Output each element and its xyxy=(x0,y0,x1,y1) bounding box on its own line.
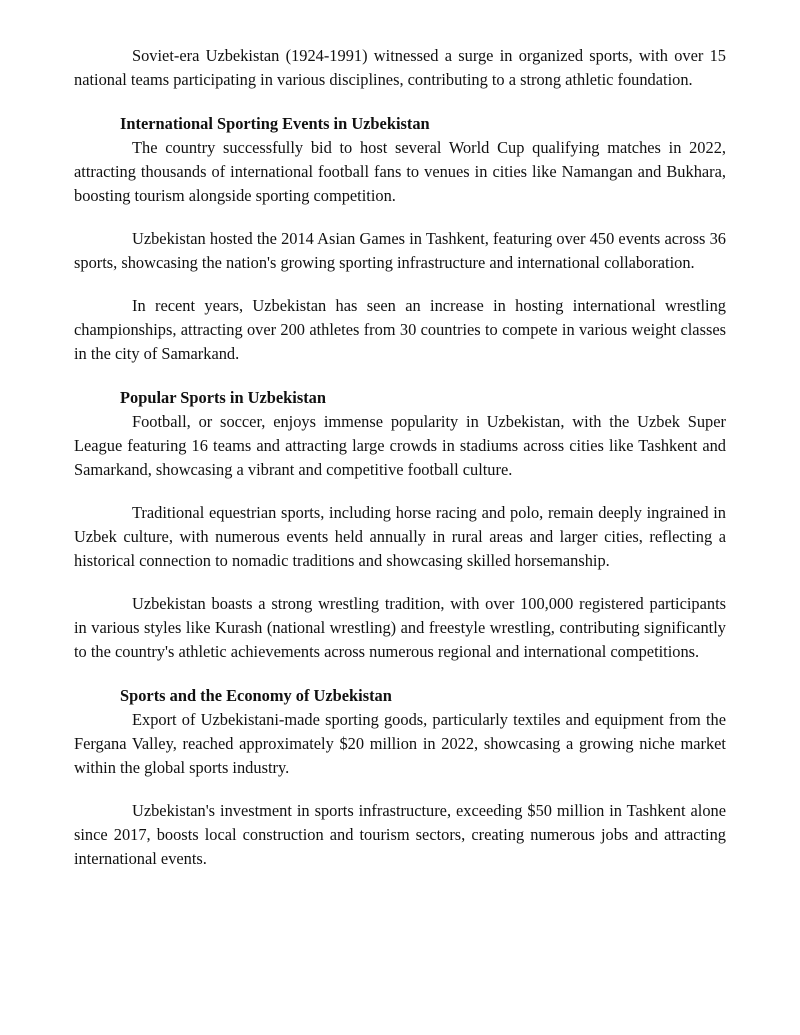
paragraph-wrestling-championships: In recent years, Uzbekistan has seen an increase in hosting international wrestling championships, attracting over 200 athletes from 30 countries to compete in various weight classes in the city of Samarkand. xyxy=(74,296,726,363)
paragraph-equestrian-sports: Traditional equestrian sports, including horse racing and polo, remain deeply ingrained in Uzbek culture, with numerous events held annually in rural areas and larger cities, reflecting a historical connection to nomadic traditions and showcasing skilled horsemanship. xyxy=(74,503,726,570)
paragraph-world-cup-qualifiers: The country successfully bid to host several World Cup qualifying matches in 2022, attracting thousands of international football fans to venues in cities like Namangan and Bukhara, boosting tourism alongside sporting competition. xyxy=(74,138,726,205)
paragraph-wrestling-tradition: Uzbekistan boasts a strong wrestling tradition, with over 100,000 registered participants in various styles like Kurash (national wrestling) and freestyle wrestling, contributing significantly to the country's athletic achievements across numerous regional and international competitions. xyxy=(74,594,726,661)
section-heading-popular-sports: Popular Sports in Uzbekistan xyxy=(120,388,326,407)
section-heading-international-events: International Sporting Events in Uzbekistan xyxy=(120,114,430,133)
document-page xyxy=(74,44,726,871)
paragraph-infrastructure-investment: Uzbekistan's investment in sports infrastructure, exceeding $50 million in Tashkent alone since 2017, boosts local construction and tourism sectors, creating numerous jobs and attracting international events. xyxy=(74,801,726,868)
section-heading-sports-economy: Sports and the Economy of Uzbekistan xyxy=(120,686,392,705)
paragraph-asian-games: Uzbekistan hosted the 2014 Asian Games in Tashkent, featuring over 450 events across 36 sports, showcasing the nation's growing sporting infrastructure and international collaboration. xyxy=(74,229,726,272)
paragraph-football: Football, or soccer, enjoys immense popularity in Uzbekistan, with the Uzbek Super League featuring 16 teams and attracting large crowds in stadiums across cities like Tashkent and Samarkand, showcasing a vibrant and competitive football culture. xyxy=(74,412,726,479)
paragraph-sporting-goods-export: Export of Uzbekistani-made sporting goods, particularly textiles and equipment from the Fergana Valley, reached approximately $20 million in 2022, showcasing a growing niche market within the global sports industry. xyxy=(74,710,726,777)
intro-paragraph: Soviet-era Uzbekistan (1924-1991) witnessed a surge in organized sports, with over 15 national teams participating in various disciplines, contributing to a strong athletic foundation. xyxy=(74,46,726,89)
